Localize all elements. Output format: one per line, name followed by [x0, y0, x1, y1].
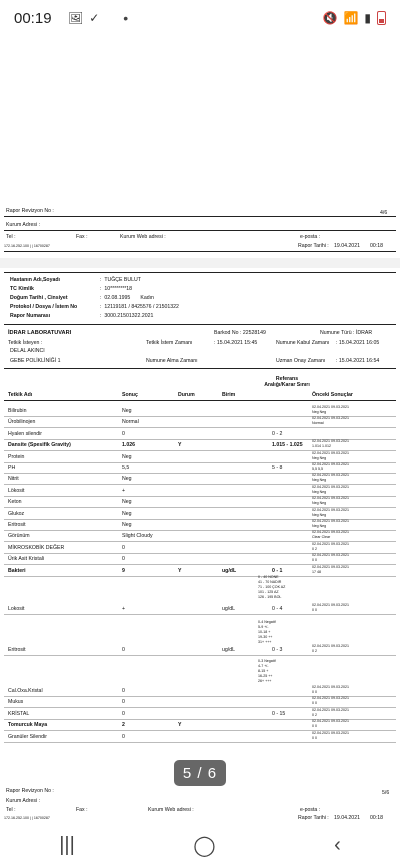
previous-values: 5,5 5,5 — [312, 467, 323, 471]
kurum-adresi: Kurum Adresi : — [6, 222, 41, 228]
test-result: 0 — [122, 556, 125, 563]
test-name: Mukus — [8, 699, 24, 706]
previous-dates: 02.04.2021 09.03.2021 — [312, 564, 349, 569]
test-reference: 0 - 1 — [272, 567, 283, 574]
uzman-onay-label: Uzman Onay Zamanı — [276, 358, 326, 364]
mute-icon: 🔇 — [322, 11, 338, 25]
previous-dates: 02.04.2021 09.03.2021 — [312, 405, 349, 409]
fax: Fax : — [76, 234, 88, 240]
test-result: 0 — [122, 647, 125, 653]
header-tetkik: Tetkik Adı — [8, 392, 33, 398]
tetkik-istem-label: Tetkik İstem Zamanı — [146, 340, 193, 346]
tc-label: TC Kimlik — [10, 286, 34, 292]
eritrosit-note: 0-3 Negatif — [258, 659, 276, 663]
previous-values: Neg Neg — [312, 524, 327, 528]
test-name: Bakteri — [8, 567, 26, 574]
test-name: Tomurcuk Maya — [8, 722, 48, 729]
previous-dates: 02.04.2021 09.03.2021 — [312, 553, 349, 558]
header-ref: Referans Aralığı/Karar Sınırı — [264, 376, 310, 388]
test-result: 1.026 — [122, 442, 135, 449]
page-number-2: 5/6 — [382, 790, 390, 796]
test-name: Granüler Silendir — [8, 733, 47, 740]
previous-dates: 02.04.2021 09.03.2021 — [312, 416, 349, 421]
recents-button[interactable]: ||| — [59, 833, 75, 856]
ip-info-2: 172.16.252.100 | | 16700287 — [4, 816, 50, 820]
previous-dates: 02.04.2021 09.03.2021 — [312, 644, 349, 648]
header-birim: Birim — [222, 392, 236, 398]
test-name: Lökosit — [8, 487, 25, 494]
numune-kabul: : 15.04.2021 16:05 — [336, 340, 380, 346]
eritrosit-note: 8-15 + — [258, 669, 269, 673]
previous-dates: 02.04.2021 09.03.2021 — [312, 603, 349, 607]
previous-dates: 02.04.2021 09.03.2021 — [312, 707, 349, 712]
back-button[interactable]: ‹ — [334, 833, 341, 856]
page-number: 4/6 — [380, 210, 388, 216]
test-result: Neg — [122, 499, 132, 506]
lab-title: İDRAR LABORATUVARI — [8, 330, 72, 336]
barkod: Barkod No : 22528149 — [214, 330, 266, 336]
header-onceki: Önceki Sonuçlar — [312, 392, 353, 398]
rapor-revizyon: Rapor Revizyon No : — [6, 208, 54, 214]
test-result: 2 — [122, 722, 125, 729]
test-name: MİKROSKOBİK DEĞER — [8, 544, 65, 551]
previous-values: 1.014 1.012 — [312, 444, 331, 449]
eritrosit-note: 16-25 ++ — [258, 674, 273, 678]
test-unit: ug/dL — [222, 567, 237, 574]
test-result: + — [122, 487, 126, 494]
page-5 — [0, 268, 400, 828]
bakteri-note: 126 - 195 BOL — [258, 595, 282, 599]
previous-values: Clear Clear — [312, 535, 331, 540]
rapor-tarihi: 19.04.2021 — [334, 243, 360, 249]
patient-tc: 10********18 — [104, 286, 133, 292]
tetkik-istem: : 15.04.2021 15:45 — [214, 340, 258, 346]
test-name: Protein — [8, 453, 25, 460]
header-sonuc: Sonuç — [122, 392, 138, 398]
doktor: DELAL AKINCI — [10, 348, 45, 354]
test-reference: 1.015 - 1.025 — [272, 442, 303, 449]
home-button[interactable]: ◯ — [193, 834, 216, 857]
test-reference: 0 - 2 — [272, 430, 283, 437]
previous-dates: 02.04.2021 09.03.2021 — [312, 730, 349, 735]
lokosit-note: 0-4 Negatif — [258, 620, 276, 624]
previous-dates: 02.04.2021 09.03.2021 — [312, 496, 349, 501]
test-name: Ürik Asit Kristali — [8, 556, 45, 563]
page-indicator: 5 / 6 — [174, 760, 226, 786]
previous-dates: 02.04.2021 09.03.2021 — [312, 696, 349, 701]
previous-values: 0 0 — [312, 701, 317, 706]
web: Kurum Web adresi : — [120, 234, 166, 240]
rapor-revizyon-2: Rapor Revizyon No : — [6, 788, 54, 794]
gallery-icon: 🖼 — [68, 11, 84, 25]
test-flag: Y — [178, 722, 182, 729]
web-2: Kurum Web adresi : — [148, 807, 194, 813]
previous-dates: 02.04.2021 09.03.2021 — [312, 439, 349, 444]
test-name: Nitrit — [8, 476, 19, 483]
previous-values: 0 2 — [312, 712, 317, 717]
numune-alma: Numune Alma Zamanı — [146, 358, 198, 364]
rapor-tarihi-2: 19.04.2021 — [334, 815, 360, 821]
previous-dates: 02.04.2021 09.03.2021 — [312, 541, 349, 546]
previous-dates: 02.04.2021 09.03.2021 — [312, 462, 349, 466]
previous-values: 0 2 — [312, 546, 317, 551]
tel-2: Tel : — [6, 807, 16, 813]
previous-values: 17 48 — [312, 569, 321, 574]
numune-turu: Numune Türü : İDRAR — [320, 330, 373, 336]
eposta-2: e-posta : — [300, 807, 321, 813]
signal-icon: ▮ — [364, 11, 371, 25]
rapor-saat: 00:18 — [370, 243, 383, 249]
patient-values: : TUĞÇE BULUT : 10********18 : 02.08.1995 Kadın : 12119181 / 8425576 / 21501322 : 3000.21501322.2021 — [100, 277, 179, 319]
clock: 00:19 — [14, 9, 52, 27]
bakteri-note: 41 - 70 NADIR — [258, 580, 282, 584]
previous-dates: 02.04.2021 09.03.2021 — [312, 685, 349, 689]
test-name: KRİSTAL — [8, 710, 30, 717]
test-reference: 0 - 3 — [272, 647, 283, 653]
test-result: Neg — [122, 522, 132, 528]
bakteri-note: 101 - 125 AZ — [258, 590, 279, 594]
previous-values: 0 2 — [312, 649, 317, 653]
rapor-tarihi-label-2: Rapor Tarihi : — [298, 815, 329, 821]
test-unit: ug/dL — [222, 647, 235, 653]
protokol-label: Protokol / Dosya / İstem No — [10, 304, 78, 310]
tetkik-isteyen: Tetkik İsteyen : — [8, 340, 43, 346]
test-name: Eritrosit — [8, 522, 26, 528]
patient-name: TUĞÇE BULUT — [104, 277, 141, 283]
test-name: Glukoz — [8, 510, 25, 517]
numune-kabul-label: Numune Kabul Zamanı — [276, 340, 330, 346]
bakteri-note: 0 - 40 NONE — [258, 575, 279, 579]
previous-dates: 02.04.2021 09.03.2021 — [312, 484, 349, 489]
test-result: 0 — [122, 544, 125, 551]
lokosit-note: 31+ +++ — [258, 640, 272, 644]
poliklinik: GEBE POLİKLİNİĞİ 1 — [10, 358, 61, 364]
previous-values: Neg Neg — [312, 455, 327, 460]
test-name: Keton — [8, 499, 22, 506]
eposta: e-posta : — [300, 234, 321, 240]
test-name: Cal.Oxa.Kristal — [8, 688, 43, 694]
dob-label: Doğum Tarihi , Cinsiyet — [10, 295, 68, 301]
name-label: Hastanın Adı,Soyadı — [10, 277, 60, 283]
previous-values: Normal — [312, 421, 324, 426]
eritrosit-note: 4-7 +/- — [258, 664, 269, 668]
status-bar — [0, 0, 400, 36]
previous-dates: 02.04.2021 09.03.2021 — [312, 473, 349, 478]
patient-dob: 02.08.1995 — [104, 295, 131, 301]
test-result: 0 — [122, 430, 125, 437]
previous-values: 0 0 — [312, 608, 317, 612]
navigation-bar — [0, 824, 400, 866]
check-icon: ✓ — [89, 11, 100, 25]
page-5-footer — [0, 788, 400, 824]
patient-info — [10, 276, 77, 321]
previous-dates: 02.04.2021 09.03.2021 — [312, 450, 349, 455]
rapor-saat-2: 00:18 — [370, 815, 383, 821]
previous-dates: 02.04.2021 09.03.2021 — [312, 507, 349, 512]
test-reference: 0 - 15 — [272, 710, 286, 717]
previous-values: Neg Neg — [312, 410, 327, 414]
test-result: Neg — [122, 453, 132, 460]
page-4-footer — [0, 36, 400, 258]
test-unit: ug/dL — [222, 606, 235, 612]
test-result: 0 — [122, 710, 125, 717]
kurum-adresi-2: Kurum Adresi : — [6, 798, 41, 804]
previous-values: Neg Neg — [312, 512, 327, 517]
previous-values: 0 0 — [312, 690, 317, 694]
previous-values: 0 0 — [312, 724, 317, 729]
test-result: 0 — [122, 688, 125, 694]
bakteri-note: 71 - 100 ÇOK AZ — [258, 585, 286, 589]
test-result: Neg — [122, 408, 132, 414]
header-durum: Durum — [178, 392, 195, 398]
rapor-no-label: Rapor Numarası — [10, 313, 51, 319]
test-result: Normal — [122, 419, 139, 426]
tel: Tel : — [6, 234, 16, 240]
test-flag: Y — [178, 442, 182, 449]
ip-info: 172.16.252.100 | | 16700287 — [4, 244, 50, 248]
previous-values: 0 0 — [312, 558, 317, 563]
test-result: 9 — [122, 567, 125, 574]
lokosit-note: 5-9 +/- — [258, 625, 269, 629]
test-result: 0 — [122, 733, 125, 740]
uzman-onay: : 15.04.2021 16:54 — [336, 358, 380, 364]
previous-dates: 02.04.2021 09.03.2021 — [312, 719, 349, 724]
lokosit-note: 19-30 ++ — [258, 635, 273, 639]
test-name: Ürobilinojen — [8, 419, 36, 426]
test-result: + — [122, 606, 126, 612]
test-result: Slight Cloudy — [122, 533, 153, 540]
test-name: Dansite (Spesifik Gravity) — [8, 442, 71, 449]
patient-sex: Kadın — [140, 295, 154, 301]
previous-dates: 02.04.2021 09.03.2021 — [312, 530, 349, 535]
patient-protokol: 12119181 / 8425576 / 21501322 — [104, 304, 179, 310]
eritrosit-note: 26+ +++ — [258, 679, 272, 683]
test-name: Lokosit — [8, 606, 25, 612]
test-name: Görünüm — [8, 533, 30, 540]
document-viewer[interactable] — [0, 36, 400, 824]
test-reference: 0 - 4 — [272, 606, 283, 612]
test-result: Neg — [122, 510, 132, 517]
test-name: PH — [8, 465, 16, 471]
lokosit-note: 10-18 + — [258, 630, 271, 634]
previous-values: 0 0 — [312, 735, 317, 740]
test-result: 5,5 — [122, 465, 130, 471]
test-reference: 5 - 8 — [272, 465, 283, 471]
notification-dot: • — [123, 10, 129, 26]
previous-values: Neg Neg — [312, 501, 327, 506]
previous-values: Neg Neg — [312, 478, 327, 483]
test-name: Hyalen silendir — [8, 430, 43, 437]
previous-dates: 02.04.2021 09.03.2021 — [312, 519, 349, 523]
test-result: 0 — [122, 699, 125, 706]
test-result: Neg — [122, 476, 132, 483]
battery-icon — [377, 11, 386, 25]
wifi-icon: 📶 — [343, 11, 359, 25]
fax-2: Fax : — [76, 807, 88, 813]
test-name: Eritrosit — [8, 647, 26, 653]
test-flag: Y — [178, 567, 182, 574]
patient-rapor-no: 3000.21501322.2021 — [104, 313, 154, 319]
test-name: Bilirubin — [8, 408, 27, 414]
previous-values: Neg Neg — [312, 489, 327, 494]
rapor-tarihi-label: Rapor Tarihi : — [298, 243, 329, 249]
